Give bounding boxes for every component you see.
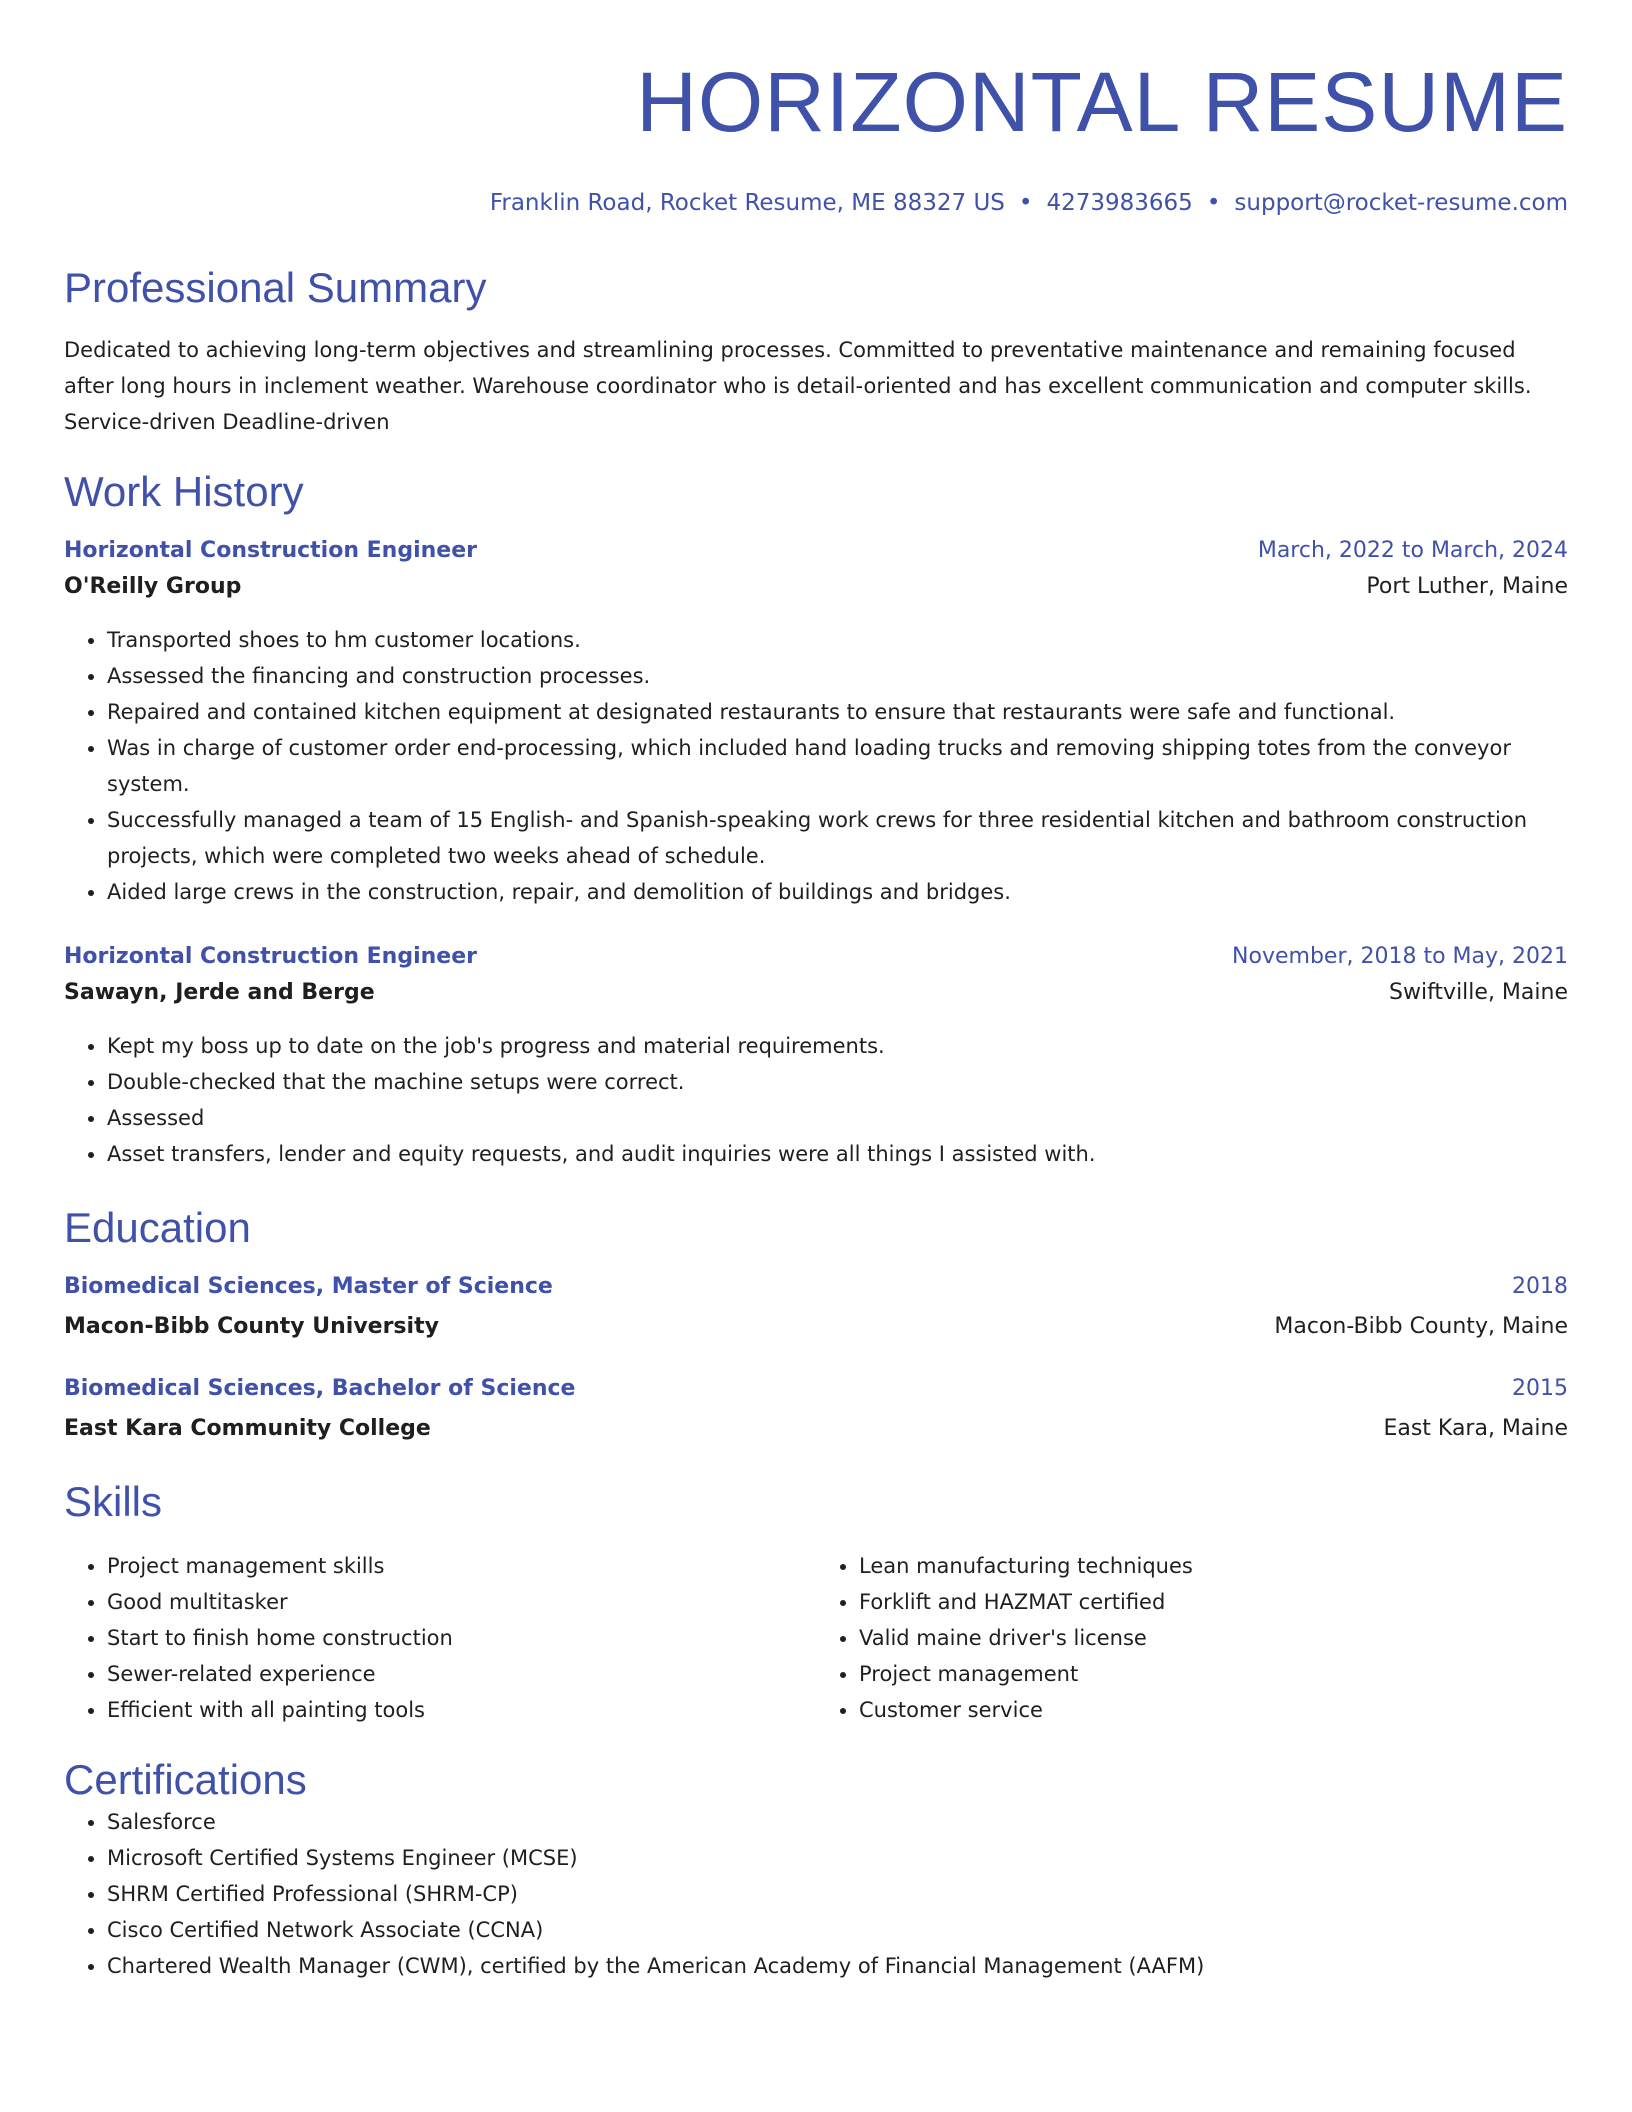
school-location: Macon-Bibb County, Maine bbox=[1274, 1314, 1568, 1339]
list-item: • Repaired and contained kitchen equipment at designated restaurants to ensure that restaurants were safe and functional. bbox=[107, 694, 1568, 730]
list-item: • Asset transfers, lender and equity requests, and audit inquiries were all things I assisted with. bbox=[107, 1136, 1568, 1172]
list-item: • Forklift and HAZMAT certified bbox=[859, 1584, 1568, 1620]
summary-text: Dedicated to achieving long-term objectives and streamlining processes. Committed to preventative maintenance and remaining focused after long hours in inclement weather. Warehouse coordinator who is detail-oriented and has excellent communication and computer skills. Service-driven Deadline-driven bbox=[64, 338, 1532, 434]
job-duties-list bbox=[64, 1028, 1568, 1172]
education-entry bbox=[64, 1270, 1568, 1346]
contact-line bbox=[64, 188, 1568, 218]
list-item: • Good multitasker bbox=[107, 1584, 816, 1620]
work-entry bbox=[64, 940, 1568, 1172]
list-item: • Double-checked that the machine setups were correct. bbox=[107, 1064, 1568, 1100]
school-name: East Kara Community College bbox=[64, 1416, 431, 1441]
list-item: • Was in charge of customer order end-processing, which included hand loading trucks and removing shipping totes from the conveyor system. bbox=[107, 730, 1568, 802]
contact-email: support@rocket-resume.com bbox=[1234, 190, 1568, 216]
contact-separator: • bbox=[1206, 190, 1221, 216]
list-item: • Kept my boss up to date on the job's progress and material requirements. bbox=[107, 1028, 1568, 1064]
list-item: • Successfully managed a team of 15 English- and Spanish-speaking work crews for three residential kitchen and bathroom construction projects, which were completed two weeks ahead of schedule. bbox=[107, 802, 1568, 874]
list-item: • Assessed the financing and construction processes. bbox=[107, 658, 1568, 694]
list-item: • Transported shoes to hm customer locations. bbox=[107, 622, 1568, 658]
list-item: • Lean manufacturing techniques bbox=[859, 1548, 1568, 1584]
list-item: • Sewer-related experience bbox=[107, 1656, 816, 1692]
list-item: • Microsoft Certified Systems Engineer (MCSE) bbox=[107, 1840, 1568, 1876]
list-item: • Aided large crews in the construction, repair, and demolition of buildings and bridges. bbox=[107, 874, 1568, 910]
job-role: Horizontal Construction Engineer bbox=[64, 944, 477, 969]
school-name: Macon-Bibb County University bbox=[64, 1314, 439, 1339]
job-location: Port Luther, Maine bbox=[1366, 574, 1568, 599]
list-item: • Efficient with all painting tools bbox=[107, 1692, 816, 1728]
list-item: • Start to finish home construction bbox=[107, 1620, 816, 1656]
job-company: O'Reilly Group bbox=[64, 574, 242, 599]
job-dates: November, 2018 to May, 2021 bbox=[1232, 944, 1568, 969]
list-item: • Project management skills bbox=[107, 1548, 816, 1584]
list-item: • Assessed bbox=[107, 1100, 1568, 1136]
skills-grid bbox=[64, 1548, 1568, 1728]
list-item: • Customer service bbox=[859, 1692, 1568, 1728]
graduation-year: 2015 bbox=[1512, 1376, 1568, 1401]
job-company: Sawayn, Jerde and Berge bbox=[64, 980, 375, 1005]
skills-list-right bbox=[816, 1548, 1568, 1728]
job-dates: March, 2022 to March, 2024 bbox=[1257, 538, 1568, 563]
certifications-list bbox=[64, 1804, 1568, 1984]
list-item: • Chartered Wealth Manager (CWM), certified by the American Academy of Financial Management (AAFM) bbox=[107, 1948, 1568, 1984]
job-duties-list bbox=[64, 622, 1568, 910]
list-item: • Project management bbox=[859, 1656, 1568, 1692]
degree: Biomedical Sciences, Bachelor of Science bbox=[64, 1376, 576, 1401]
certifications-heading: Certifications bbox=[64, 1756, 307, 1803]
job-role: Horizontal Construction Engineer bbox=[64, 538, 477, 563]
school-location: East Kara, Maine bbox=[1383, 1416, 1568, 1441]
skills-list-left bbox=[64, 1548, 816, 1728]
list-item: • Cisco Certified Network Associate (CCNA) bbox=[107, 1912, 1568, 1948]
degree: Biomedical Sciences, Master of Science bbox=[64, 1274, 553, 1299]
education-heading: Education bbox=[64, 1204, 251, 1251]
summary-heading: Professional Summary bbox=[64, 264, 487, 311]
work-entry bbox=[64, 534, 1568, 910]
resume-title: HORIZONTAL RESUME bbox=[636, 55, 1568, 149]
skills-heading: Skills bbox=[64, 1478, 163, 1525]
contact-separator: • bbox=[1018, 190, 1033, 216]
list-item: • SHRM Certified Professional (SHRM-CP) bbox=[107, 1876, 1568, 1912]
contact-address: Franklin Road, Rocket Resume, ME 88327 US bbox=[489, 190, 1005, 216]
job-location: Swiftville, Maine bbox=[1389, 980, 1568, 1005]
list-item: • Salesforce bbox=[107, 1804, 1568, 1840]
contact-phone: 4273983665 bbox=[1046, 190, 1193, 216]
work-history-heading: Work History bbox=[64, 468, 304, 515]
list-item: • Valid maine driver's license bbox=[859, 1620, 1568, 1656]
education-entry bbox=[64, 1372, 1568, 1448]
graduation-year: 2018 bbox=[1512, 1274, 1568, 1299]
